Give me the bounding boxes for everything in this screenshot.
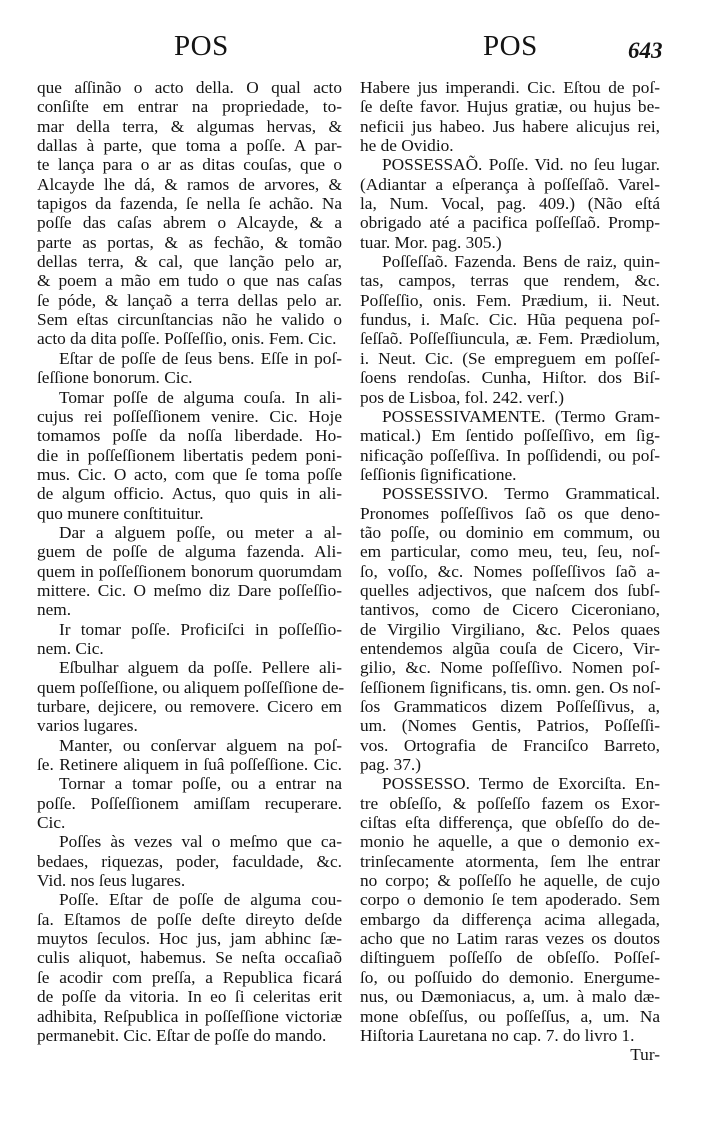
text-line: que aſſinão o acto della. O qual acto — [37, 78, 342, 97]
text-line: & poem a mão em tudo o que nas caſas — [37, 271, 342, 291]
text-line: ſeſſionis ſignificatione. — [360, 464, 517, 484]
text-line: um. (Nomes Gentis, Patrios, Poſſeſſi- — [360, 716, 660, 736]
text-line: diſtinguem poſſeſſo de obſeſſo. Poſſeſ- — [360, 948, 660, 968]
text-line: adhibita, Reſpublica in poſſeſſione victoriæ — [37, 1006, 342, 1026]
text-line: parte as portas, & as fechão, & tomão — [37, 232, 342, 252]
text-line: (Adiantar a eſperança à poſſeſſaõ. Varel- — [360, 174, 660, 194]
text-line: ſeſſaõ. Poſſeſſiuncula, æ. Fem. Prædiolum, — [360, 329, 660, 349]
text-line: muytos ſeculos. Hoc jus, jam abhinc ſæ- — [37, 929, 342, 949]
text-line: quelles adjectivos, que naſcem dos ſubſ- — [360, 580, 660, 600]
text-line: POSSESSIVAMENTE. (Termo Gram- — [382, 406, 660, 426]
text-line: ſoens rendoſas. Cunha, Hiſtor. dos Biſ- — [360, 368, 660, 388]
text-line: matical.) Em ſentido poſſeſſivo, em ſig- — [360, 426, 660, 446]
text-line: Sem eſtas circunſtancias não he valido o — [37, 310, 342, 330]
text-line: conſiſte em entrar na propriedade, to- — [37, 97, 342, 117]
page-number: 643 — [628, 38, 663, 63]
text-line: Dar a alguem poſſe, ou meter a al- — [59, 522, 342, 542]
text-line: Vid. nos ſeus lugares. — [37, 871, 186, 891]
text-line: tuar. Mor. pag. 305.) — [360, 232, 502, 252]
text-line: POSSESSAÕ. Poſſe. Vid. no ſeu lugar. — [382, 155, 660, 175]
text-line: nificação poſſeſſiva. In poſſidendi, ou poſ- — [360, 445, 660, 465]
text-line: Poſſeſſaõ. Fazenda. Bens de raiz, quin- — [382, 252, 660, 272]
text-line: Tomar poſſe de alguma couſa. In ali- — [59, 387, 342, 407]
text-line: he de Ovidio. — [360, 136, 454, 156]
text-line: varios lugares. — [37, 716, 138, 736]
text-line: nus, ou Dæmoniacus, a, um. à malo dæ- — [360, 987, 660, 1007]
text-line: de algum officio. Actus, quo quis in ali- — [37, 484, 342, 504]
text-line: die in poſſeſſionem libertatis pedem poni- — [37, 445, 342, 465]
text-line: fundus, i. Maſc. Cic. Hũa pequena poſ- — [360, 310, 660, 330]
text-line: gilio, &c. Nome poſſeſſivo. Nomen poſ- — [360, 658, 660, 678]
text-line: dallas à parte, que toma a poſſe. A par- — [37, 136, 342, 156]
text-line: ſe deſte favor. Hujus gratiæ, ou hujus be- — [360, 97, 660, 117]
text-line: poſſe. Poſſeſſionem amiſſam recuperare. — [37, 793, 342, 813]
text-line: POSSESSO. Termo de Exorciſta. En- — [382, 774, 660, 794]
text-line: la, Num. Vocal, pag. 409.) (Não eſtá — [360, 194, 660, 214]
text-line: corpo o demonio ſe tem apoderado. Sem — [360, 890, 660, 910]
text-line: ſos Grammaticos dizem Poſſeſſivus, a, — [360, 697, 660, 716]
text-line: Tornar a tomar poſſe, ou a entrar na — [59, 774, 342, 794]
text-line: culis aliquot, habemus. Se neſta occaſiaõ — [37, 948, 342, 968]
text-line: mar della terra, & algumas hervas, & — [37, 116, 342, 136]
text-line: Poſſes às vezes val o meſmo que ca- — [59, 832, 342, 852]
text-line: nem. — [37, 600, 72, 620]
text-line: ſa. Eſtamos de poſſe deſte direyto deſde — [37, 909, 342, 929]
text-line: em particular, como meu, teu, ſeu, noſ- — [360, 542, 660, 562]
text-line: permanebit. Cic. Eſtar de poſſe do mando. — [37, 1025, 327, 1045]
text-line: ciſtas eſta differença, que obſeſſo do de- — [360, 813, 660, 833]
text-line: tomamos poſſe da noſſa liberdade. Ho- — [37, 426, 342, 446]
text-line: ſeſſionem ſignificans, tis. omn. gen. Os noſ- — [360, 677, 661, 697]
text-line: monio he aquelle, a que o demonio ex- — [360, 832, 660, 852]
text-line: Hiſtoria Lauretana no cap. 7. do livro 1. — [360, 1025, 635, 1045]
text-line: acto da dita poſſe. Poſſeſſio, onis. Fem. Cic. — [37, 329, 337, 349]
text-line: bedaes, riquezas, poder, faculdade, &c. — [37, 851, 342, 871]
text-line: tre obſeſſo, & poſſeſſo fazem os Exor- — [360, 793, 660, 813]
text-line: Eſtar de poſſe de ſeus bens. Eſſe in poſ- — [59, 348, 342, 368]
left-column — [37, 78, 345, 1045]
text-line: tantivos, como de Cicero Ciceroniano, — [360, 600, 660, 620]
text-line: de poſſe da vitoria. In eo ſi celeritas erit — [37, 987, 342, 1007]
text-line: guem de poſſe de alguma fazenda. Ali- — [37, 542, 342, 562]
text-line: entendemos algũa couſa de Cicero, Vir- — [360, 638, 660, 658]
text-line: pos de Lisboa, fol. 242. verſ.) — [360, 387, 564, 407]
text-line: Manter, ou conſervar alguem na poſ- — [59, 735, 342, 755]
text-line: ſe. Retinere aliquem in ſuâ poſſeſſione. Cic. — [37, 755, 342, 775]
text-line: mus. Cic. O acto, com que ſe toma poſſe — [37, 464, 342, 484]
text-line: neficii jus habeo. Jus habere alicujus rei, — [360, 116, 660, 136]
text-line: tapigos da fazenda, ſe nella ſe achão. Na — [37, 194, 342, 214]
text-line: Eſbulhar alguem da poſſe. Pellere ali- — [59, 658, 342, 678]
text-line: Poſſe. Eſtar de poſſe de alguma cou- — [59, 890, 342, 910]
text-line: embargo da differença acima allegada, — [360, 909, 660, 929]
text-line: mone obſeſſus, ou poſſeſſus, a, um. Na — [360, 1006, 660, 1026]
text-line: te lança para o ar as ditas couſas, que o — [37, 155, 342, 175]
text-line: acho que no Latim raras vezes os doutos — [360, 929, 660, 949]
text-line: Poſſeſſio, onis. Fem. Prædium, ii. Neut. — [360, 290, 660, 310]
text-line: turbare, dejicere, ou removere. Cicero em — [37, 697, 342, 716]
text-line: Ir tomar poſſe. Proficiſci in poſſeſſio- — [59, 619, 342, 639]
text-line: ſo, ou poſſuido do demonio. Energume- — [360, 967, 660, 987]
text-line: tas, campos, terras que rendem, &c. — [360, 271, 660, 291]
right-running-head: POS — [483, 30, 538, 62]
text-line: dellas terra, & cal, que lanção pelo ar, — [37, 252, 342, 272]
text-line: pag. 37.) — [360, 755, 421, 775]
text-line: Tur- — [630, 1045, 660, 1065]
text-line: ſo, voſſo, &c. Nomes poſſeſſivos ſaõ a- — [360, 561, 660, 581]
left-running-head: POS — [174, 30, 229, 62]
text-line: no corpo; & poſſeſſo he aquelle, de cujo — [360, 871, 660, 891]
text-line: tão poſſe, ou dominio em commum, ou — [360, 522, 660, 542]
text-line: POSSESSIVO. Termo Grammatical. — [382, 484, 660, 504]
text-line: ſeſſione bonorum. Cic. — [37, 368, 193, 388]
text-line: quem in poſſeſſionem bonorum quorumdam — [37, 561, 342, 581]
text-line: quo munere conſtituitur. — [37, 503, 204, 523]
text-line: ſe póde, & lançaõ a terra dellas pelo ar. — [37, 290, 342, 310]
text-line: Alcayde lhe dá, & ramos de arvores, & — [37, 174, 342, 194]
text-line: de Virgilio Virgiliano, &c. Pelos quaes — [360, 619, 660, 639]
text-line: vos. Ortografia de Franciſco Barreto, — [360, 735, 660, 755]
text-line: trinſecamente atormenta, ſem lhe entrar — [360, 851, 660, 871]
text-line: Pronomes poſſeſſivos ſaõ os que deno- — [360, 503, 660, 523]
text-line: ſe acodir com preſſa, a Republica ficará — [37, 967, 342, 987]
right-column — [360, 78, 660, 1065]
text-line: i. Neut. Cic. (Se empreguem em poſſeſ- — [360, 348, 660, 368]
text-line: Cic. — [37, 813, 66, 833]
text-line: mittere. Cic. O meſmo diz Dare poſſeſſio- — [37, 580, 342, 600]
text-line: obrigado até a pacifica poſſeſſaõ. Promp- — [360, 213, 660, 233]
text-line: Habere jus imperandi. Cic. Eſtou de poſ- — [360, 78, 660, 97]
text-line: quem poſſeſſione, ou aliquem poſſeſſione de- — [37, 677, 345, 697]
text-line: poſſe das caſas abrem o Alcayde, & a — [37, 213, 342, 233]
text-line: cujus rei poſſeſſionem venire. Cic. Hoje — [37, 406, 342, 426]
text-line: nem. Cic. — [37, 638, 104, 658]
